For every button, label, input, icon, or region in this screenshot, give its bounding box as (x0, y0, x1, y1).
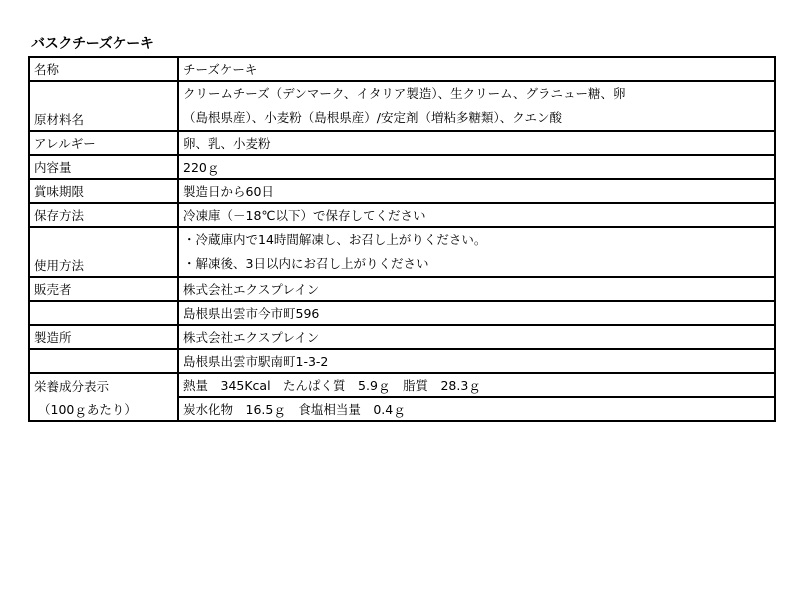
table-row (29, 179, 775, 203)
table-row (29, 373, 775, 397)
storage-value: 冷凍庫（－18℃以下）で保存してください (178, 203, 775, 227)
storage-label: 保存方法 (29, 203, 178, 227)
usage-value (178, 227, 775, 277)
expiry-label: 賞味期限 (29, 179, 178, 203)
blank-cell (29, 301, 178, 325)
content-value: 220ｇ (178, 155, 775, 179)
seller-label: 販売者 (29, 277, 178, 301)
table-row (29, 203, 775, 227)
name-value: チーズケーキ (178, 57, 775, 81)
nutrition-line-2: 炭水化物 16.5ｇ 食塩相当量 0.4ｇ (178, 397, 775, 421)
table-row (29, 131, 775, 155)
table-row (29, 81, 775, 131)
usage-label: 使用方法 (29, 227, 178, 277)
product-title: バスクチーズケーキ (31, 36, 154, 52)
expiry-value: 製造日から60日 (178, 179, 775, 203)
table-row (29, 325, 775, 349)
blank-cell (29, 349, 178, 373)
seller-company: 株式会社エクスプレイン (178, 277, 775, 301)
allergy-value: 卵、乳、小麦粉 (178, 131, 775, 155)
table-row (29, 277, 775, 301)
name-label: 名称 (29, 57, 178, 81)
nutrition-sublabel: （100ｇあたり） (29, 397, 178, 421)
nutrition-label: 栄養成分表示 (29, 373, 178, 397)
ingredients-label: 原材料名 (29, 81, 178, 131)
maker-company: 株式会社エクスプレイン (178, 325, 775, 349)
ingredients-line-1: クリームチーズ（デンマーク、イタリア製造）、生クリーム、グラニュー糖、卵 (183, 86, 626, 101)
seller-address: 島根県出雲市今市町596 (178, 301, 775, 325)
table-row (29, 301, 775, 325)
content-label: 内容量 (29, 155, 178, 179)
usage-line-1: ・冷蔵庫内で14時間解凍し、お召し上がりください。 (183, 232, 487, 247)
table-row (29, 155, 775, 179)
table-row (29, 57, 775, 81)
table-row (29, 349, 775, 373)
usage-line-2: ・解凍後、3日以内にお召し上がりください (183, 256, 429, 271)
nutrition-line-1: 熱量 345Kcal たんぱく質 5.9ｇ 脂質 28.3ｇ (178, 373, 775, 397)
allergy-label: アレルギー (29, 131, 178, 155)
table-row (29, 227, 775, 277)
ingredients-line-2: （島根県産）、小麦粉（島根県産）/安定剤（増粘多糖類）、クエン酸 (183, 110, 562, 125)
ingredients-value (178, 81, 775, 131)
maker-address: 島根県出雲市駅南町1-3-2 (178, 349, 775, 373)
maker-label: 製造所 (29, 325, 178, 349)
table-row (29, 397, 775, 421)
food-label-table (28, 56, 776, 422)
